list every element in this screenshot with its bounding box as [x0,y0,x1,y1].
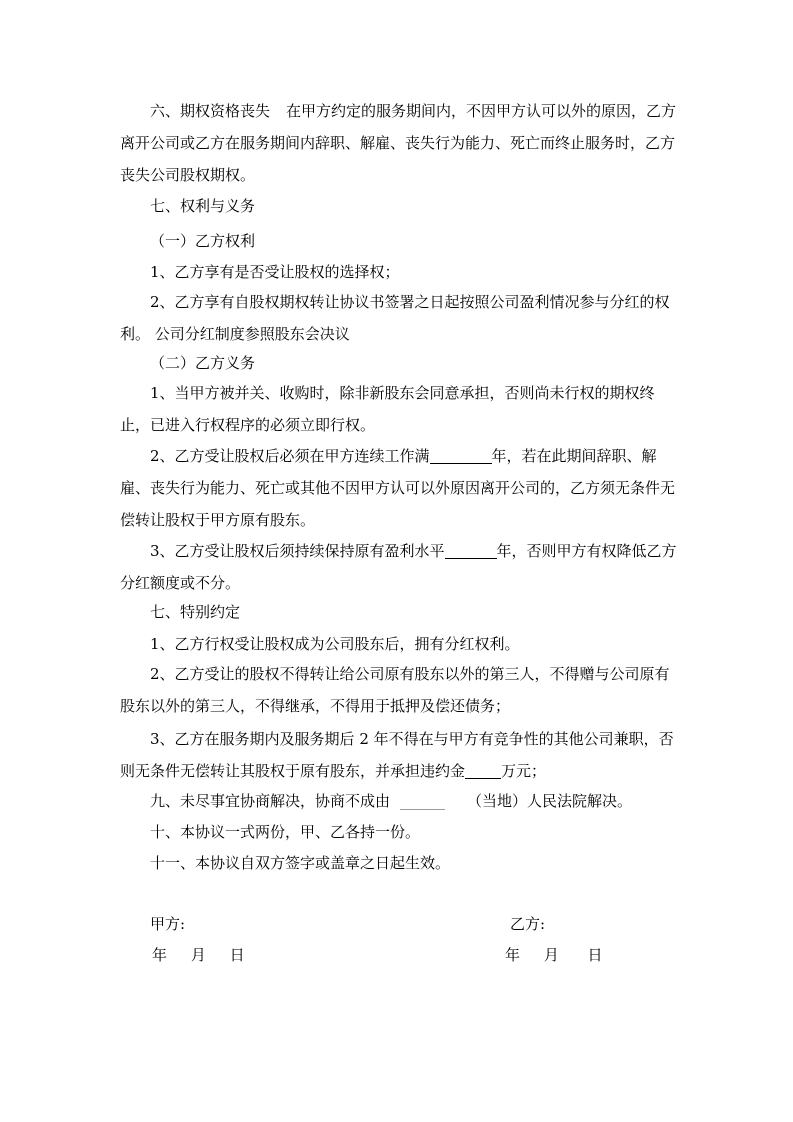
duties-item-2 [120,440,680,536]
rights-heading: （一）乙方权利 [150,232,256,250]
years-blank-line [430,445,492,464]
duties-item-2-part-2: 年，若在此期间辞职、解雇、丧失行为能力、死亡或其他不因甲方认可以外原因离开公司的，乙方须无条件无偿转让股权于甲方原有股东。 [120,447,676,529]
duties-item-1: 1、当甲方被并关、收购时，除非新股东会同意承担，否则尚未行权的期权终止，已进入行权程序的必须立即行权。 [120,384,655,434]
penalty-blank-line [465,760,501,779]
court-blank: ______ [400,792,446,810]
special-title: 七、特别约定 [150,603,241,621]
special-item-3-part-1: 3、乙方在服务期内及服务期后 2 年不得在与甲方有竞争性的其他公司兼职，否则无条件无偿转让其股权于原有股东，并承担违约金 [120,730,674,780]
party-b-label: 乙方: [510,915,546,933]
special-item-2: 2、乙方受让的股权不得转让给公司原有股东以外的第三人，不得赠与公司原有股东以外的第三人，不得继承，不得用于抵押及偿还债务； [120,665,670,715]
duties-item-3 [120,535,680,599]
section-6-paragraph [120,95,680,191]
rights-item-1: 1、乙方享有是否受让股权的选择权； [150,263,400,281]
duties-item-2-part-1: 2、乙方受让股权后必须在甲方连续工作满 [150,447,430,465]
duties-heading: （二）乙方义务 [150,354,256,372]
party-a-label: 甲方: [150,915,186,933]
section-11: 十一、本协议自双方签字或盖章之日起生效。 [150,854,451,872]
party-b-date: 年 月 日 [505,946,603,964]
section-6-title: 六、期权资格丧失 [150,102,271,120]
section-9-part-2: （当地）人民法院解决。 [467,792,633,810]
section-9 [120,785,680,817]
section-7-title: 七、权利与义务 [150,197,256,215]
duties-item-3-part-1: 3、乙方受让股权后须持续保持原有盈利水平 [150,542,445,560]
special-item-1: 1、乙方行权受让股权成为公司股东后，拥有分红权利。 [150,635,520,653]
profit-years-blank-line [445,540,497,559]
duties-item-3-part-2: 年，否则甲方有权降低乙方分红额度或不分。 [120,542,677,592]
rights-item-2: 2、乙方享有自股权期权转让协议书签署之日起按照公司盈利情况参与分红的权利。 公司分红制度参照股东会决议 [120,293,670,343]
party-a-date: 年 月 日 [152,946,245,964]
section-9-part-1: 九、未尽事宜协商解决，协商不成由 [150,792,391,810]
section-10: 十、本协议一式两份，甲、乙各持一份。 [150,823,421,841]
section-6-body: 在甲方约定的服务期间内，不因甲方认可以外的原因，乙方离开公司或乙方在服务期间内辞职、解雇、丧失行为能力、死亡而终止服务时，乙方丧失公司股权期权。 [120,102,677,184]
special-item-3 [120,723,680,787]
special-item-3-part-2: 万元； [501,762,547,780]
